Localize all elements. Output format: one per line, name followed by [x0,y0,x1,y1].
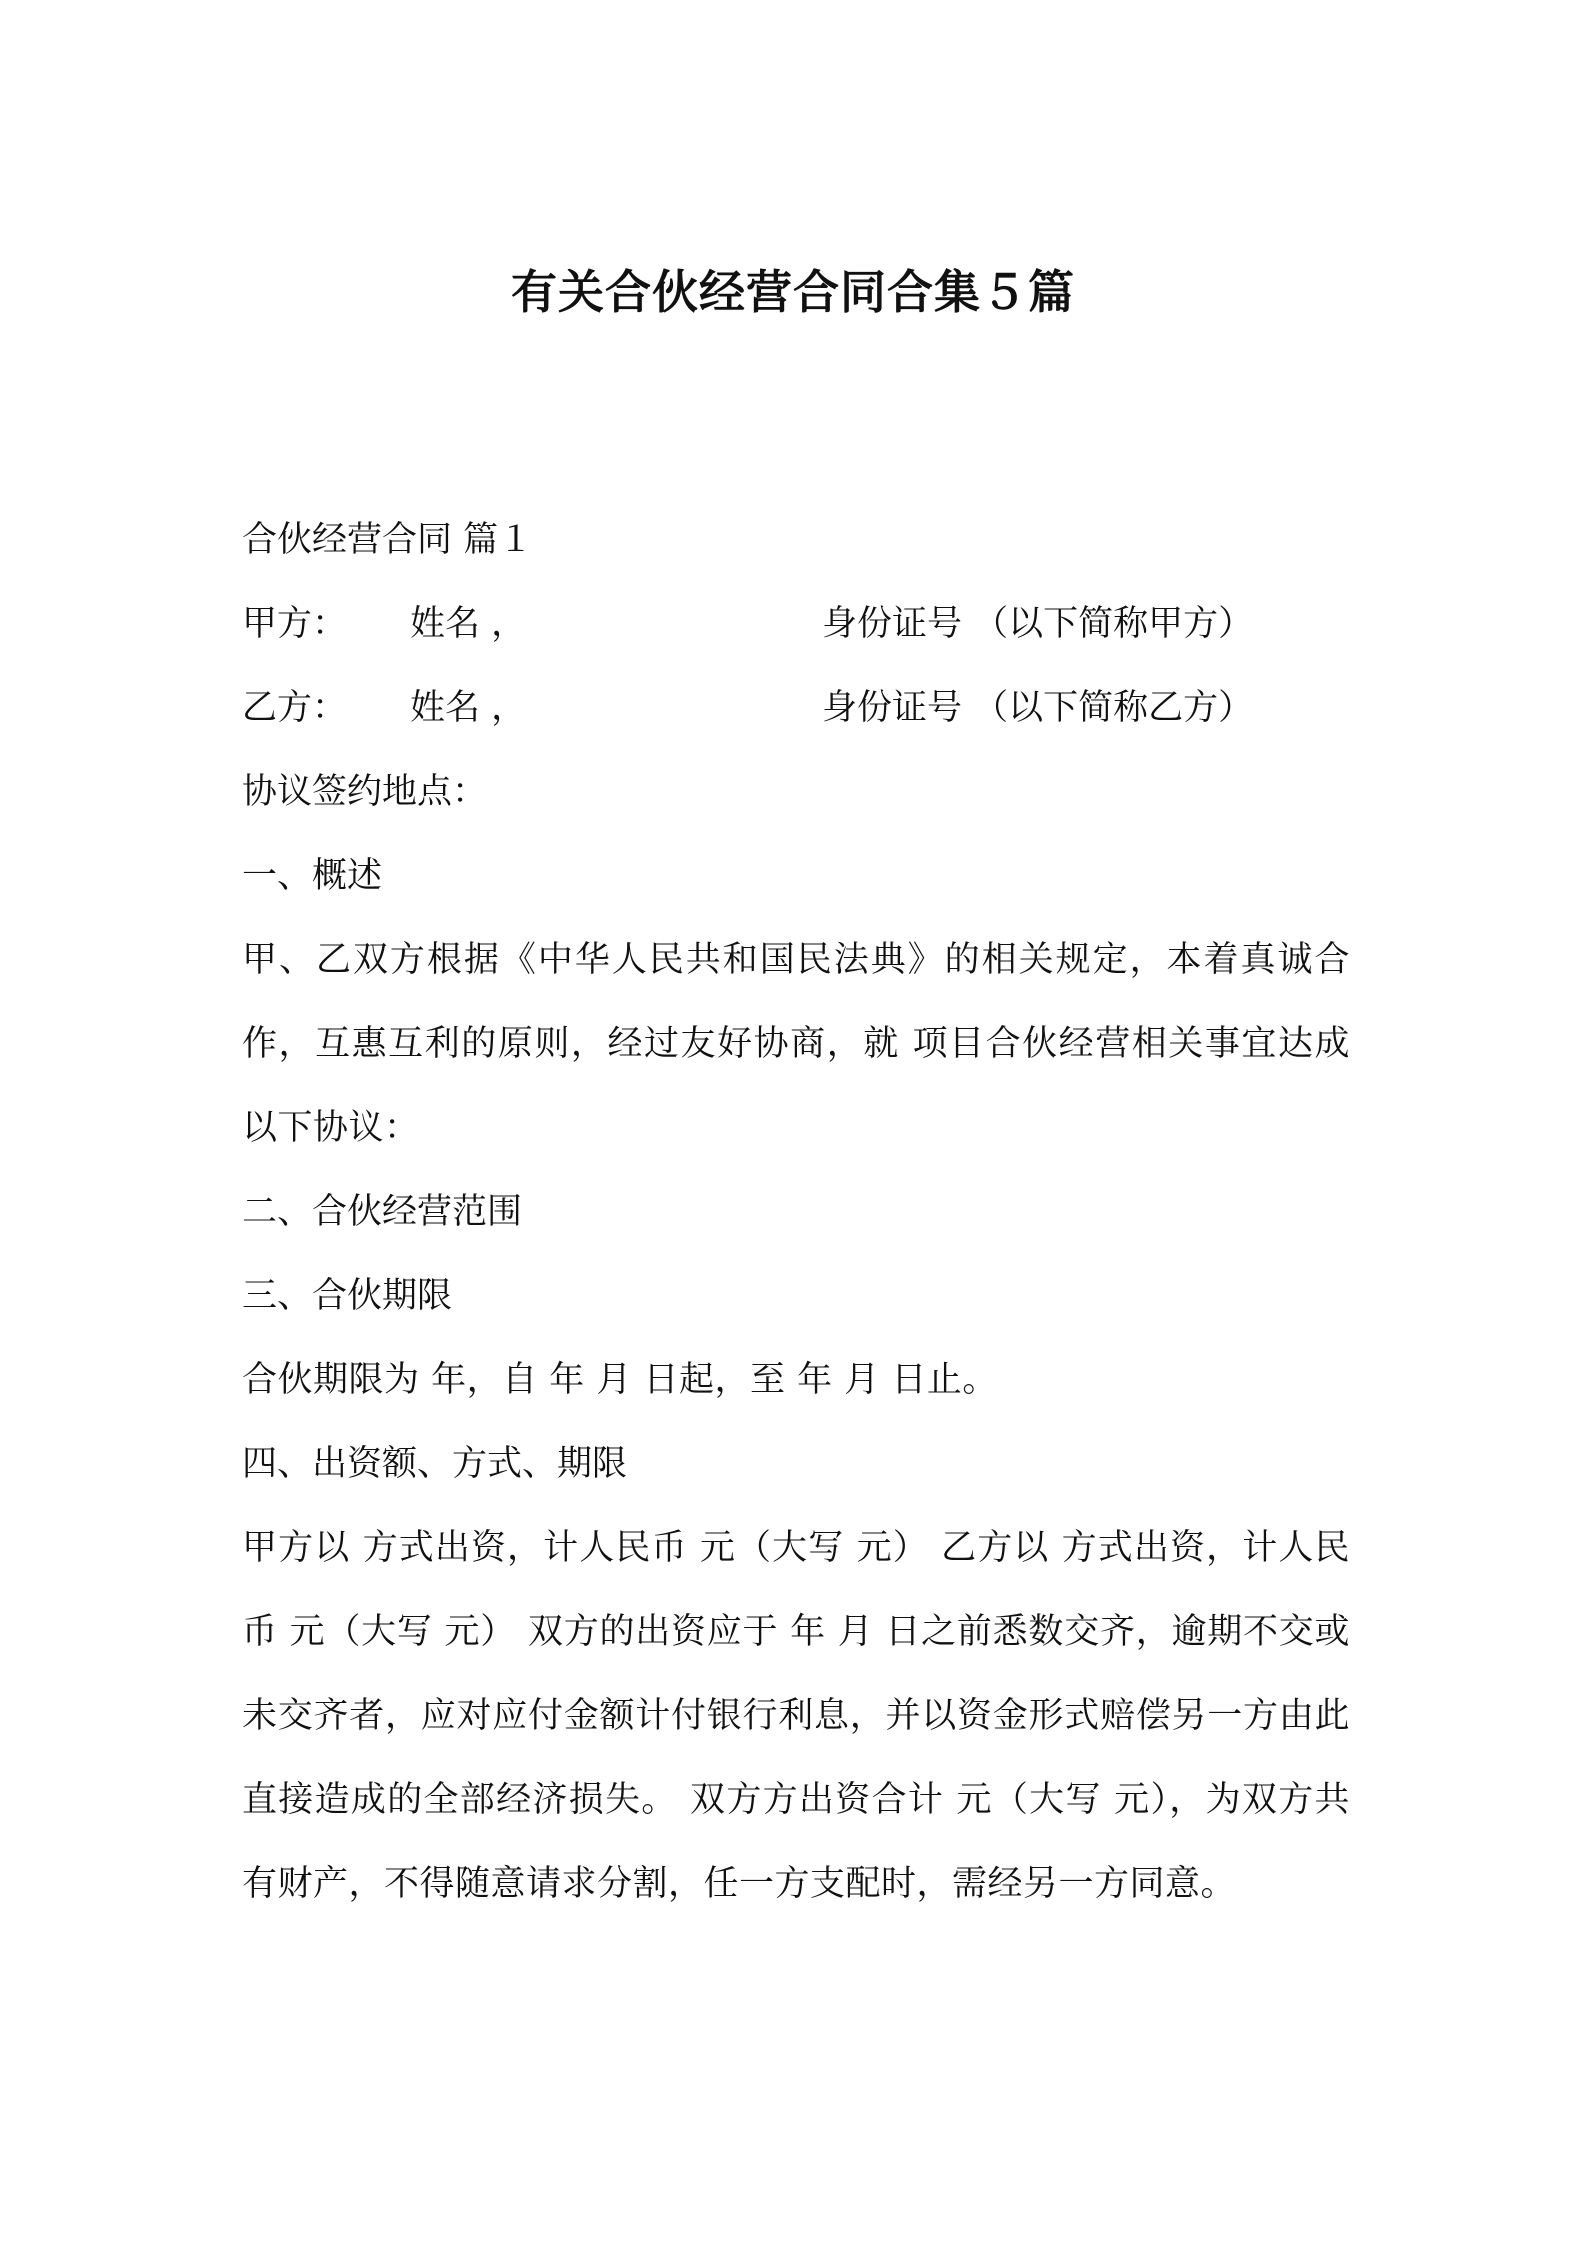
section-title: 合伙经营合同 篇１ [242,520,534,560]
heading-overview: 一、概述 [242,856,383,896]
paragraph-overview: 甲、乙双方根据《中华人民共和国民法典》的相关规定，本着真诚合作，互惠互利的原则，经过友好协商，就 项目合伙经营相关事宜达成以下协议： [242,940,1350,1148]
paragraph-term: 合伙期限为 年，自 年 月 日起，至 年 月 日止。 [242,1360,998,1400]
party-a-line [242,582,1350,666]
party-a-role: 甲方： [242,604,348,644]
heading-term: 三、合伙期限 [242,1276,453,1316]
party-b-name: 姓名 ， [410,688,527,728]
party-b-role: 乙方： [242,688,348,728]
heading-capital: 四、出资额、方式、期限 [242,1444,628,1484]
heading-scope: 二、合伙经营范围 [242,1192,523,1232]
paragraph-capital: 甲方以 方式出资，计人民币 元（大写 元） 乙方以 方式出资，计人民币 元（大写 元） 双方的出资应于 年 月 日之前悉数交齐，逾期不交或未交齐者，应对应付金额计付银行利息，并以资金形式赔偿另一方由此直接造成的全部经济损失。 双方方出资合计 元（大写 元），为双方共有财产，不得随意请求分割，任一方支配时，需经另一方同意。 [242,1528,1350,1904]
party-a-id: 身份证号 （以下简称甲方） [822,604,1254,644]
document-body [242,498,1350,1926]
party-a-name: 姓名 ， [410,604,527,644]
party-b-line [242,666,1350,750]
document-title: 有关合伙经营合同合集５篇 [511,265,1075,319]
party-b-id: 身份证号 （以下简称乙方） [822,688,1254,728]
signing-place: 协议签约地点： [242,772,488,812]
